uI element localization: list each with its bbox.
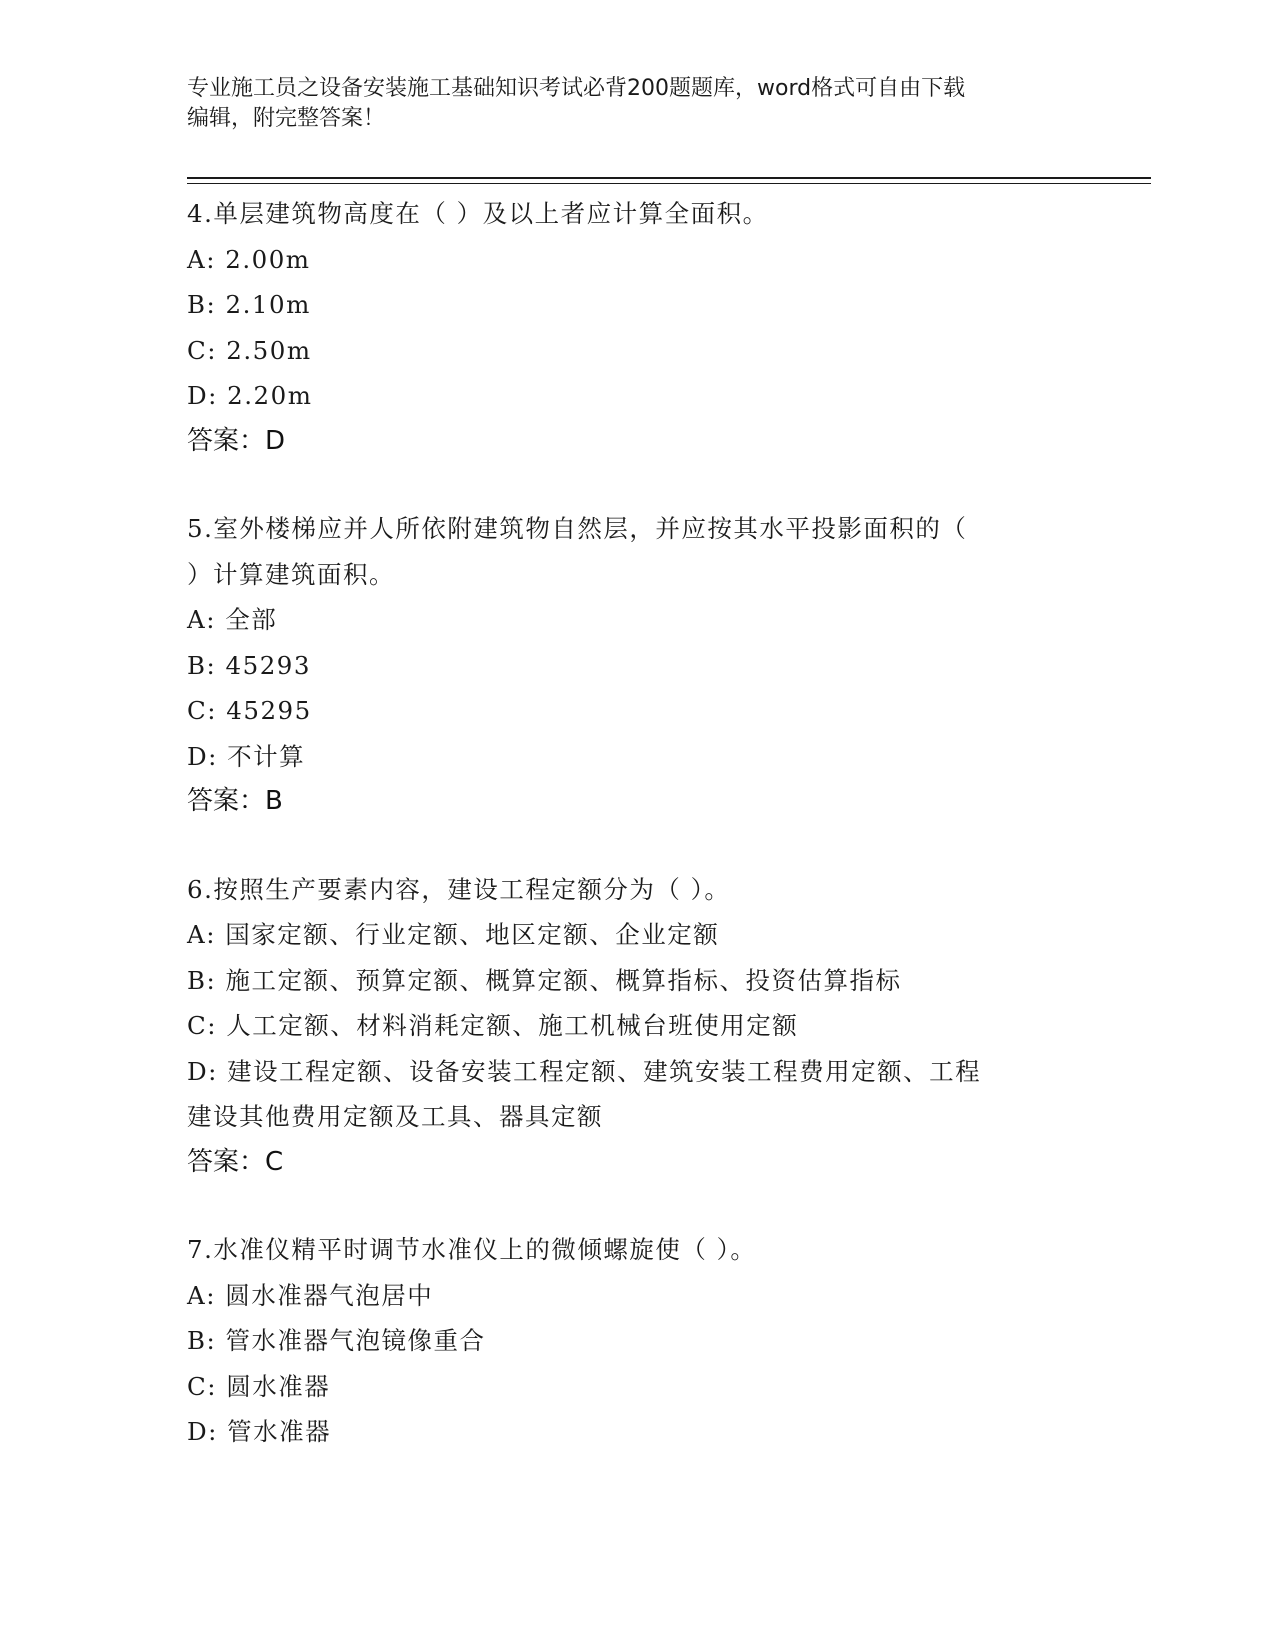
document-header — [187, 74, 1087, 134]
answer-key: 答案：D — [187, 425, 286, 456]
question-block — [187, 191, 1087, 464]
question-list — [187, 191, 1087, 1497]
question-stem: ）计算建筑面积。 — [187, 559, 395, 589]
header-line-1: 专业施工员之设备安装施工基础知识考试必背200题题库，word格式可自由下载 — [187, 76, 966, 101]
answer-option: A: 全部 — [187, 605, 278, 634]
answer-option: A: 圆水准器气泡居中 — [187, 1280, 434, 1310]
answer-option: D: 建设工程定额、设备安装工程定额、建筑安装工程费用定额、工程 — [187, 1056, 982, 1086]
question-block — [187, 867, 1087, 1186]
answer-option: B: 45293 — [187, 650, 311, 680]
answer-option: A: 2.00m — [187, 244, 311, 274]
answer-option: B: 施工定额、预算定额、概算定额、概算指标、投资估算指标 — [187, 965, 902, 995]
header-divider-thick — [187, 177, 1151, 179]
question-block — [187, 506, 1087, 825]
header-divider-thin — [187, 183, 1151, 184]
answer-option: 建设其他费用定额及工具、器具定额 — [187, 1102, 603, 1131]
question-stem: 4.单层建筑物高度在（ ）及以上者应计算全面积。 — [187, 199, 769, 228]
answer-option: B: 2.10m — [187, 290, 311, 319]
question-stem: 7.水准仪精平时调节水准仪上的微倾螺旋使（ ）。 — [187, 1235, 757, 1264]
answer-option: C: 圆水准器 — [187, 1371, 331, 1401]
header-line-2: 编辑，附完整答案！ — [187, 106, 386, 131]
question-stem: 6.按照生产要素内容，建设工程定额分为（ ）。 — [187, 874, 731, 904]
answer-option: D: 2.20m — [187, 381, 313, 410]
answer-key: 答案：B — [187, 786, 283, 816]
answer-option: B: 管水准器气泡镜像重合 — [187, 1326, 486, 1355]
answer-option: D: 不计算 — [187, 741, 306, 771]
answer-key: 答案：C — [187, 1146, 284, 1177]
answer-option: D: 管水准器 — [187, 1417, 332, 1446]
question-block — [187, 1227, 1087, 1455]
answer-option: C: 人工定额、材料消耗定额、施工机械台班使用定额 — [187, 1011, 799, 1040]
answer-option: A: 国家定额、行业定额、地区定额、企业定额 — [187, 920, 720, 949]
answer-option: C: 45295 — [187, 696, 312, 725]
answer-option: C: 2.50m — [187, 335, 312, 365]
question-stem: 5.室外楼梯应并人所依附建筑物自然层，并应按其水平投影面积的（ — [187, 514, 968, 543]
